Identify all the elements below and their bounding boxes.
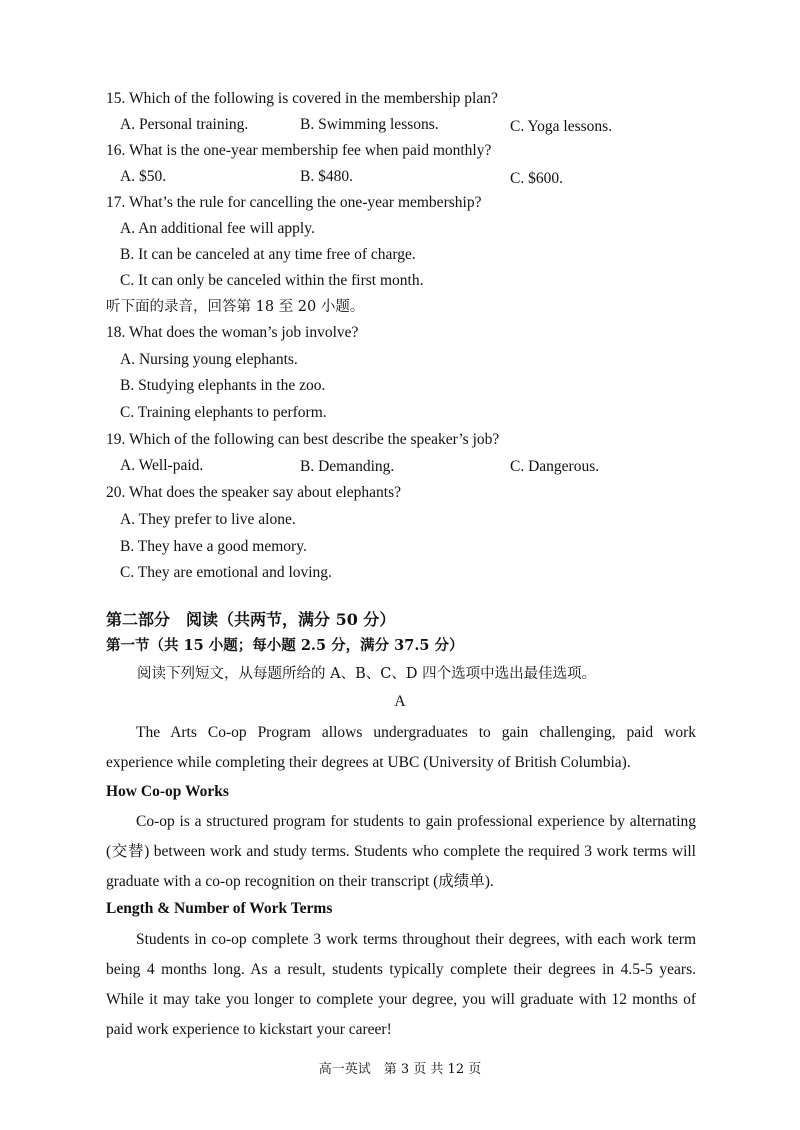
question-15-option-c: C. Yoga lessons. [510, 118, 613, 135]
question-15-option-b: B. Swimming lessons. [300, 116, 439, 133]
reading-instruction: 阅读下列短文，从每题所给的 A、B、C、D 四个选项中选出最佳选项。 [137, 666, 597, 682]
question-17-option-c: C. It can only be canceled within the first month. [120, 272, 424, 289]
question-19-option-c: C. Dangerous. [510, 458, 600, 475]
question-16-option-b: B. $480. [300, 168, 353, 185]
question-20-stem: 20. What does the speaker say about elephants? [106, 484, 401, 501]
question-20-option-a: A. They prefer to live alone. [120, 511, 296, 528]
part2-title: 第二部分 阅读（共两节，满分 50 分） [106, 610, 396, 629]
passage-label: A [394, 693, 406, 710]
section-heading-length-number: Length & Number of Work Terms [106, 900, 333, 917]
question-17-stem: 17. What’s the rule for cancelling the one-year membership? [106, 194, 482, 211]
question-16-stem: 16. What is the one-year membership fee when paid monthly? [106, 142, 492, 159]
question-16-option-c: C. $600. [510, 170, 563, 187]
listen-instruction: 听下面的录音，回答第 18 至 20 小题。 [106, 299, 365, 315]
page-footer: 高一英试 第 3 页 共 12 页 [318, 1062, 482, 1077]
question-17-option-b: B. It can be canceled at any time free of charge. [120, 246, 416, 263]
passage-intro: The Arts Co-op Program allows undergraduates to gain challenging, paid work experience while completing their degrees at UBC (University of British Columbia). [106, 724, 696, 771]
section-heading-how-coop-works: How Co-op Works [106, 783, 229, 800]
question-20-option-b: B. They have a good memory. [120, 538, 307, 555]
question-19-stem: 19. Which of the following can best describe the speaker’s job? [106, 431, 500, 448]
question-19-option-b: B. Demanding. [300, 458, 395, 475]
question-15-option-a: A. Personal training. [120, 116, 249, 133]
question-20-option-c: C. They are emotional and loving. [120, 564, 332, 581]
section1-title: 第一节（共 15 小题；每小题 2.5 分，满分 37.5 分） [106, 637, 464, 654]
question-19-option-a: A. Well-paid. [120, 457, 204, 474]
question-16-option-a: A. $50. [120, 168, 167, 185]
question-18-option-b: B. Studying elephants in the zoo. [120, 377, 326, 394]
question-15-stem: 15. Which of the following is covered in the membership plan? [106, 90, 498, 107]
passage-paragraph-length-number: Students in co-op complete 3 work terms throughout their degrees, with each work term being 4 months long. As a result, students typically complete their degrees in 4.5-5 years. While it may take you longer to complete your degree, you will graduate with 12 months of paid work experience to kickstart your career! [106, 931, 696, 1038]
passage-paragraph-how-coop-works: Co-op is a structured program for students to gain professional experience by alternating (交替) between work and study terms. Students who complete the required 3 work terms will graduate with a co-op recognition on their transcript (成绩单). [106, 813, 696, 890]
question-17-option-a: A. An additional fee will apply. [120, 220, 315, 237]
question-18-option-c: C. Training elephants to perform. [120, 404, 327, 421]
question-18-option-a: A. Nursing young elephants. [120, 351, 298, 368]
question-18-stem: 18. What does the woman’s job involve? [106, 324, 359, 341]
